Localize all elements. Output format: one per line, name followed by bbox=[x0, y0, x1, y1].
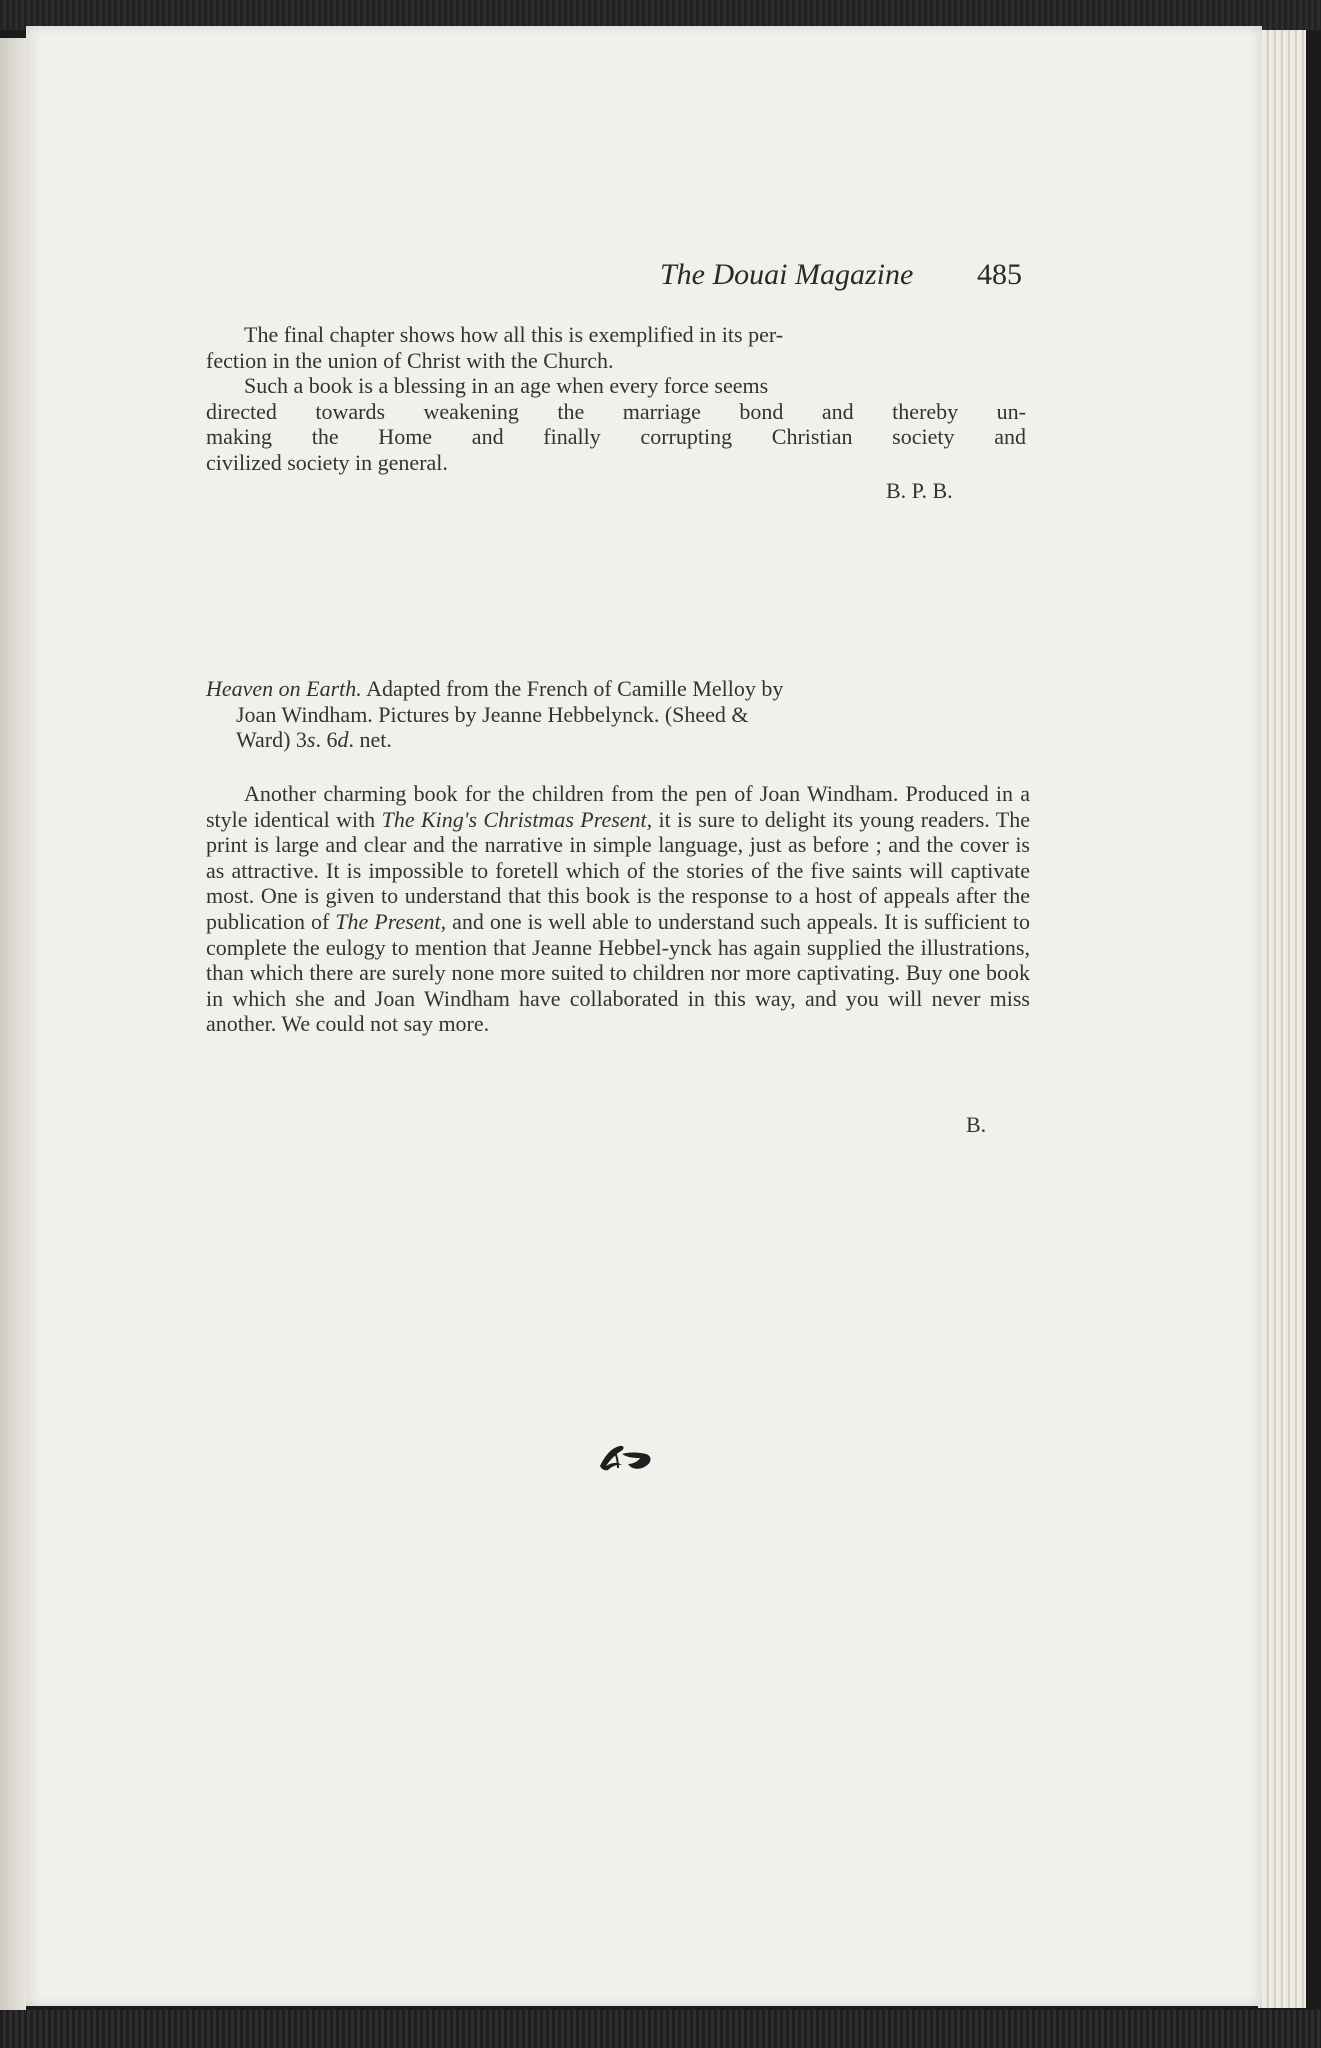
leaf-flourish-icon bbox=[594, 1440, 656, 1474]
running-head bbox=[660, 258, 1022, 298]
review-1-line: Such a book is a blessing in an age when every force seems bbox=[244, 373, 769, 399]
review-1-line: civilized society in general. bbox=[206, 449, 448, 475]
review-1-signature: B. P. B. bbox=[886, 478, 953, 503]
review-2-body bbox=[206, 781, 1030, 1037]
review-1-line: fection in the union of Christ with the Church. bbox=[206, 347, 614, 373]
book-entry-heading bbox=[206, 676, 1028, 753]
book-entry: Heaven on Earth. Adapted from the French of Camille Melloy by Joan Windham. Pictures by Jeanne Hebbelynck. (Sheed & Ward) 3s. 6d. net. bbox=[206, 676, 784, 753]
page-number: 485 bbox=[977, 258, 1022, 291]
review-1-line: The final chapter shows how all this is exemplified in its per- bbox=[244, 322, 784, 347]
review-1-conclusion bbox=[206, 322, 1026, 476]
page-edge-stack bbox=[1258, 30, 1306, 2008]
italic-title: The Present, bbox=[335, 908, 447, 934]
book-title: Heaven on Earth. bbox=[206, 676, 362, 701]
review-1-line: directed towards weakening the marriage bond and thereby un- bbox=[206, 398, 1026, 424]
review-1-line: making the Home and finally corrupting Christian society and bbox=[206, 424, 1026, 450]
review-2-signature: B. bbox=[966, 1112, 987, 1137]
italic-title: The King's Christmas Present, bbox=[381, 806, 653, 832]
binding-bottom-edge bbox=[0, 2010, 1321, 2048]
left-page-sliver bbox=[0, 38, 26, 2010]
running-head-title: The Douai Magazine bbox=[660, 258, 914, 291]
review-2-paragraph: Another charming book for the children from the pen of Joan Windham. Produced in a style identical with The King's Christmas Present, it is sure to delight its young readers. The print is large and clear and the narrative in simple language, just as before ; and the cover is as attractive. It is impossible to foretell which of the stories of the five saints will captivate most. One is given to understand that this book is the response to a host of appeals after the publication of The Present, and one is well able to understand such appeals. It is sufficient to complete the eulogy to mention that Jeanne Hebbel-ynck has again supplied the illustrations, than which there are surely none more suited to children nor more captivating. Buy one book in which she and Joan Windham have collaborated in this way, and you will never miss another. We could not say more. bbox=[206, 781, 1030, 1037]
ornament-svg bbox=[594, 1440, 656, 1474]
